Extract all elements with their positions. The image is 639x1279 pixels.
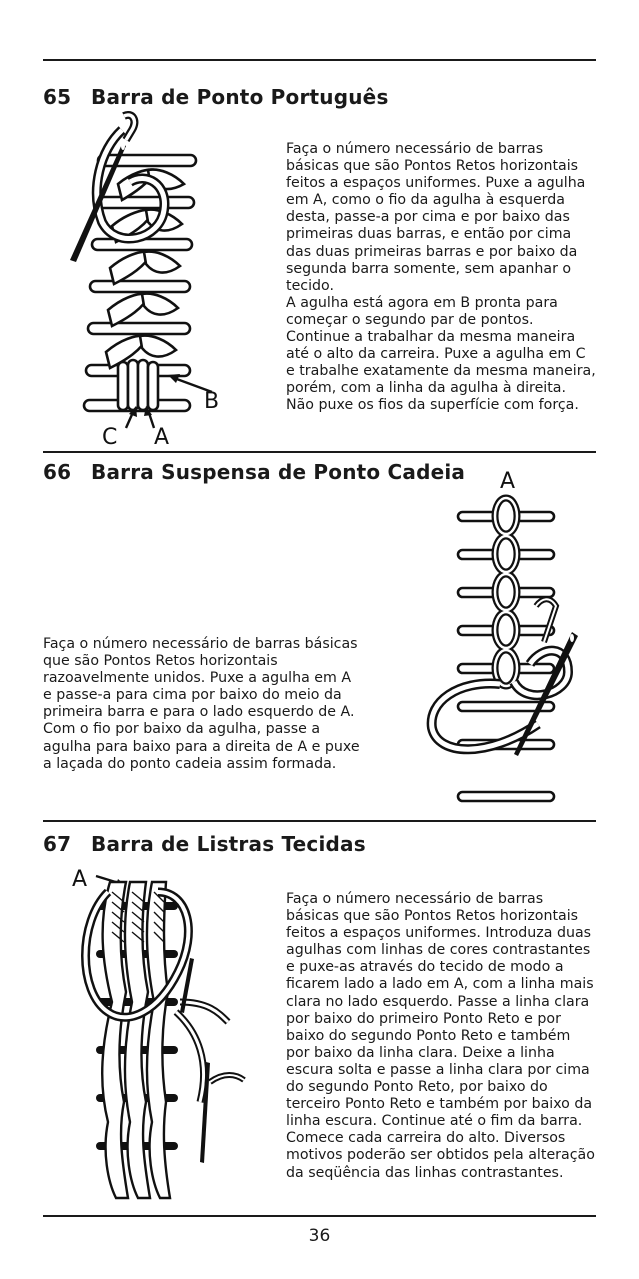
label-c: C (102, 425, 118, 448)
section-66-text (43, 636, 361, 773)
paragraph: A agulha está agora em B pronta para começar o segundo par de pontos. Continue a trabalhar da mesma maneira até o alto da carreira. Puxe a agulha em C e trabalhe exatamente da mesma maneira, porém, com a linha da agulha à direita. Não puxe os fios da superfície com força. (286, 294, 596, 414)
section-title-text: Barra Suspensa de Ponto Cadeia (91, 460, 466, 484)
section-66-rule (43, 451, 596, 453)
figure-portuguese-stitch (60, 110, 235, 448)
paragraph: Faça o número necessário de barras básicas que são Pontos Retos horizontais feitos a espaços uniformes. Introduza duas agulhas com linhas de cores contrastantes e puxe-as através do tecido de modo a ficarem lado a lado em A, com a linha mais clara no lado esquerdo. Passe a linha clara por baixo do primeiro Ponto Reto e por baixo do segundo Ponto Reto e também por baixo da linha clara. Deixe a linha escura solta e passe a linha clara por cima do segundo Ponto Reto, por baixo do terceiro Ponto Reto e também por baixo da linha escura. Continue até o fim da barra. Comece cada carreira do alto. Diversos motivos poderão ser obtidos pela alteração da seqüência das linhas contrastantes. (286, 891, 595, 1181)
section-number: 67 (43, 832, 72, 856)
paragraph: Faça o número necessário de barras básicas que são Pontos Retos horizontais feitos a espaços uniformes. Puxe a agulha em A, como o fio da agulha à esquerda desta, passe-a por cima e por baixo das primeiras duas barras, e então por cima das duas primeiras barras e por baixo da segunda barra somente, sem apanhar o tecido. (286, 141, 586, 294)
section-title-text: Barra de Ponto Português (91, 85, 389, 109)
section-number: 65 (43, 85, 72, 109)
paragraph: Faça o número necessário de barras básicas que são Pontos Retos horizontais razoavelmente unidos. Puxe a agulha em A e passe-a para cima por baixo do meio da primeira barra e para o lado esquerdo de A. Com o fio por baixo da agulha, passe a agulha para baixo para a direita de A e puxe a laçada do ponto cadeia assim formada. (43, 636, 360, 772)
section-title-text: Barra de Listras Tecidas (91, 832, 366, 856)
label-b: B (204, 389, 220, 414)
figure-chain-stitch (418, 466, 588, 812)
page-number: 36 (308, 1226, 331, 1246)
section-number: 66 (43, 460, 72, 484)
label-a: A (500, 469, 516, 494)
label-a: A (154, 425, 170, 448)
section-65-title (43, 85, 389, 109)
section-65-text (286, 141, 598, 415)
label-a: A (72, 867, 88, 892)
figure-woven-stripes (68, 862, 250, 1206)
bottom-rule (43, 1215, 596, 1217)
section-67-rule (43, 820, 596, 822)
section-66-title (43, 460, 465, 484)
section-67-text (286, 891, 598, 1182)
section-67-title (43, 832, 366, 856)
top-rule (43, 59, 596, 61)
